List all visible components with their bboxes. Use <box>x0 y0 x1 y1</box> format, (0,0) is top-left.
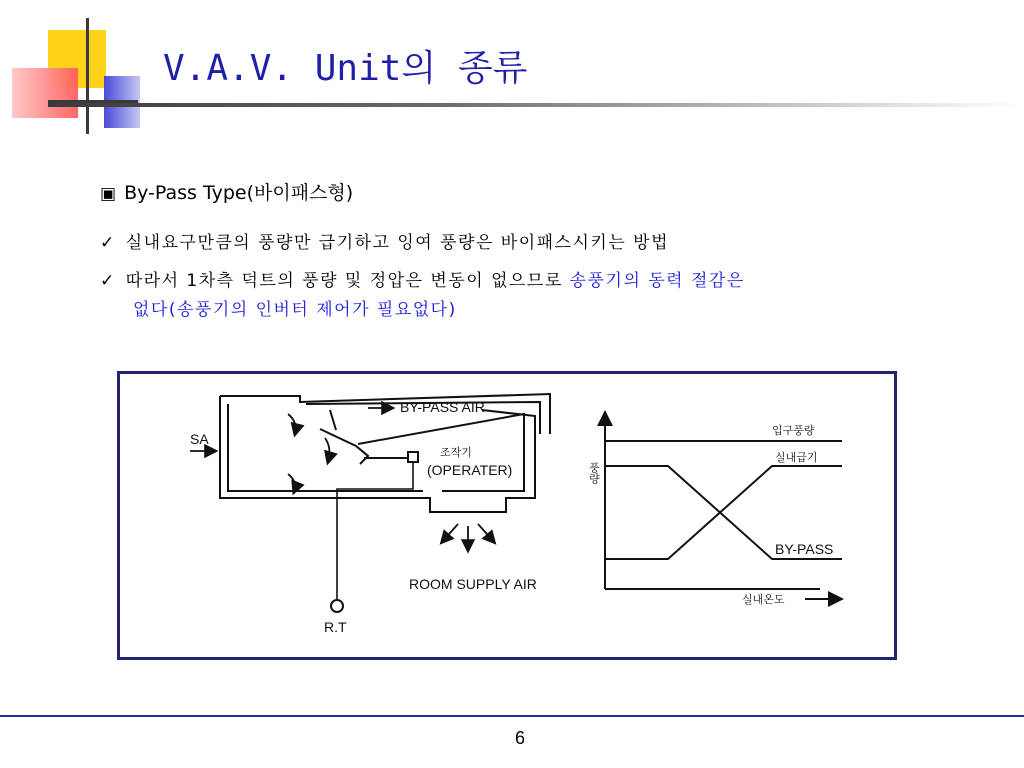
slide-title: V.A.V. Unit의 종류 <box>163 48 528 89</box>
bypass-diagram <box>117 371 897 660</box>
bullet-item <box>100 266 745 291</box>
bullet-text: 따라서 1차측 덕트의 풍량 및 정압은 변동이 없으므로 <box>125 271 570 291</box>
bypass-air-label: BY-PASS AIR <box>400 399 485 415</box>
bullet-text: 실내요구만큼의 풍량만 급기하고 잉여 풍량은 바이패스시키는 방법 <box>125 233 669 253</box>
room-supply-graph-label: 실내급기 <box>775 451 818 464</box>
y-axis-label: 풍량 <box>587 462 601 484</box>
operator-label: (OPERATER) <box>427 462 513 478</box>
section-heading <box>100 178 353 205</box>
page-number: 6 <box>514 728 525 748</box>
duct-outline-outer <box>220 396 535 512</box>
duct-top-wall <box>220 394 550 434</box>
damper-blade-2 <box>330 410 336 430</box>
room-supply-label: ROOM SUPPLY AIR <box>409 576 537 592</box>
duct-inner-left <box>228 404 423 491</box>
rt-wire <box>337 462 413 599</box>
check-icon: ✓ <box>100 271 116 291</box>
bypass-graph-label: BY-PASS <box>775 541 834 557</box>
footer-rule <box>0 715 1024 717</box>
decor-vertical-line <box>86 18 89 134</box>
rt-label: R.T <box>324 619 347 635</box>
operator-kr-label: 조작기 <box>440 446 472 459</box>
decor-red-fade <box>12 68 78 118</box>
bullet-emphasis: 송풍기의 동력 절감은 <box>569 271 745 291</box>
flow-graph <box>605 414 842 599</box>
bullet-continuation: 없다(송풍기의 인버터 제어가 필요없다) <box>133 300 457 320</box>
bullet-item <box>100 228 669 253</box>
sa-label: SA <box>190 431 209 447</box>
check-icon: ✓ <box>100 233 116 253</box>
x-axis-label: 실내온도 <box>742 593 785 606</box>
inlet-flow-label: 입구풍량 <box>772 424 815 437</box>
damper-blade <box>320 429 368 464</box>
heading-text: By-Pass Type(바이패스형) <box>124 182 354 204</box>
title-underline <box>48 103 1024 107</box>
diagram-svg <box>120 374 894 657</box>
operator-box <box>408 452 418 462</box>
rt-sensor <box>331 600 343 612</box>
heading-box-icon: ▣ <box>100 184 117 204</box>
